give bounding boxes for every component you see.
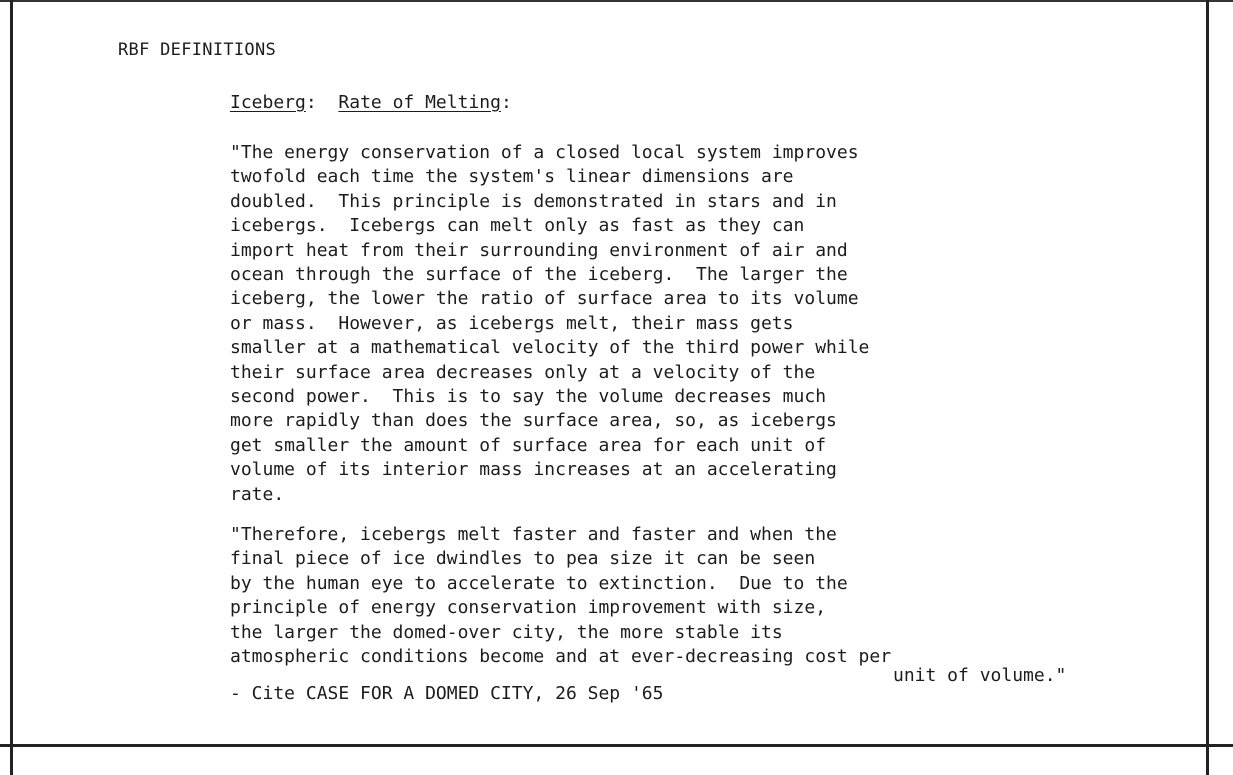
text-line: principle of energy conservation improvement with size, (230, 597, 827, 619)
entry-term: Iceberg (230, 92, 306, 113)
entry-subtitle: Rate of Melting (338, 92, 501, 113)
text-line: iceberg, the lower the ratio of surface area to its volume (230, 288, 859, 310)
card-right-border (1206, 0, 1209, 775)
text-line: final piece of ice dwindles to pea size it can be seen (230, 548, 816, 570)
text-line: or mass. However, as icebergs melt, their mass gets (230, 312, 794, 334)
quote-closing-line: unit of volume." (893, 665, 1067, 686)
entry-title (230, 92, 512, 113)
text-line: by the human eye to accelerate to extinction. Due to the (230, 572, 848, 594)
text-line: import heat from their surrounding environment of air and (230, 239, 848, 261)
text-line: twofold each time the system's linear dimensions are (230, 166, 794, 188)
text-line: the larger the domed-over city, the more stable its (230, 621, 783, 643)
quote-paragraph-2 (230, 523, 891, 669)
text-line: icebergs. Icebergs can melt only as fast as they can (230, 215, 805, 237)
text-line: rate. (230, 483, 285, 505)
text-line: volume of its interior mass increases at an accelerating (230, 459, 837, 481)
text-line: doubled. This principle is demonstrated in stars and in (230, 190, 837, 212)
text-line: atmospheric conditions become and at ever-decreasing cost per (230, 646, 892, 668)
entry-term-colon: : (305, 92, 317, 113)
card-bottom-border (0, 744, 1233, 747)
text-line: "Therefore, icebergs melt faster and faster and when the (230, 524, 837, 545)
entry-subtitle-colon: : (500, 92, 512, 113)
text-line: ocean through the surface of the iceberg. The larger the (230, 264, 848, 286)
text-line: "The energy conservation of a closed local system improves (230, 142, 859, 163)
text-line: get smaller the amount of surface area for each unit of (230, 434, 827, 456)
page-heading: RBF DEFINITIONS (118, 40, 277, 60)
text-line: smaller at a mathematical velocity of the third power while (230, 337, 870, 359)
citation: - Cite CASE FOR A DOMED CITY, 26 Sep '65 (230, 683, 664, 704)
text-line: more rapidly than does the surface area, so, as icebergs (230, 410, 837, 432)
text-line: their surface area decreases only at a velocity of the (230, 361, 816, 383)
card-top-edge (0, 0, 1233, 2)
quote-paragraph-1 (230, 141, 869, 507)
card-left-border (10, 0, 13, 775)
text-line: second power. This is to say the volume decreases much (230, 386, 827, 408)
